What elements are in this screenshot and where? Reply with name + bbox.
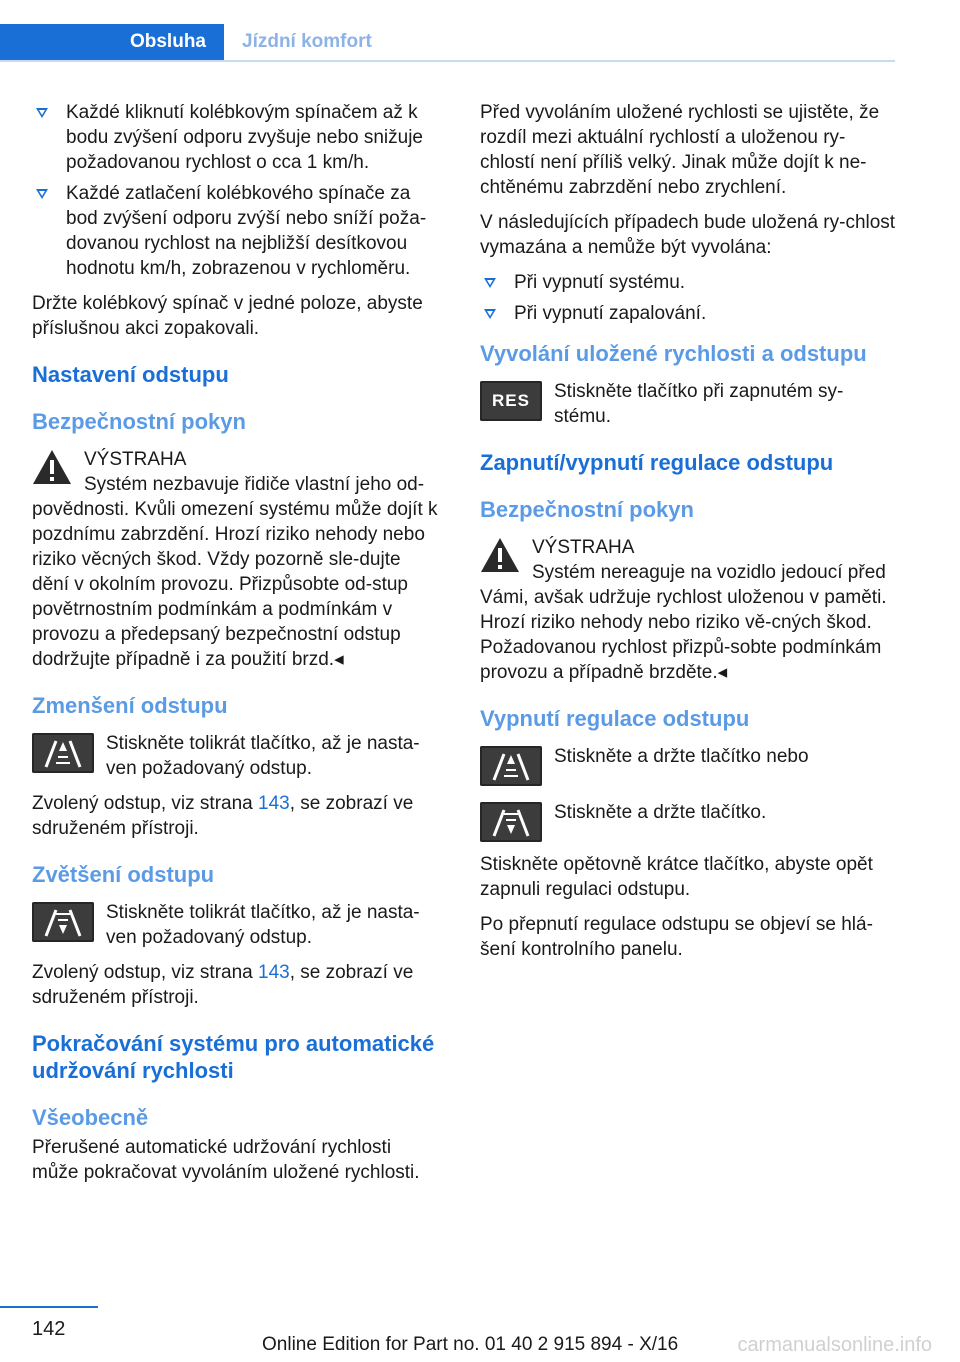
warning-block-2 (480, 535, 898, 685)
list-item: Při vypnutí systému. (480, 270, 898, 295)
triangle-bullet-icon (36, 108, 48, 118)
header-rule (0, 60, 895, 62)
reenable-paragraph: Stiskněte opětovně krátce tlačítko, abyste opět zapnuli regulaci odstupu. (480, 854, 873, 900)
heading-nastaveni-odstupu: Nastavení odstupu (32, 362, 229, 387)
edition-line: Online Edition for Part no. 01 40 2 915 894 - X/16 (262, 1334, 679, 1355)
list-item: Každé kliknutí kolébkovým spínačem až k bodu zvýšení odporu zvyšuje nebo snižuje požadovanou rychlost o cca 1 km/h. (32, 100, 442, 175)
selected-distance-paragraph-1: Zvolený odstup, viz strana 143, se zobrazí ve sdruženém přístroji. (32, 793, 414, 839)
heading-bezpecnostni-pokyn-2: Bezpečnostní pokyn (480, 497, 694, 522)
distance-decrease-button-icon (32, 733, 94, 773)
list-item: Každé zatlačení kolébkového spínače za bod zvýšení odporu zvýší nebo sníží poža‐dovanou rychlost na nejbližší desítkovou hodnotu km/h, zobrazenou v rychloměru. (32, 181, 442, 281)
header-tabs (0, 24, 895, 62)
res-label: RES (492, 391, 530, 410)
distance-increase-button-icon (32, 902, 94, 942)
heading-zapnuti-vypnuti: Zapnutí/vypnutí regulace odstupu (480, 450, 834, 475)
off-text-b: Stiskněte a držte tlačítko. (554, 802, 767, 823)
tab-jizdni-komfort[interactable]: Jízdní komfort (242, 31, 372, 52)
heading-bezpecnostni-pokyn: Bezpečnostní pokyn (32, 409, 246, 434)
res-button-icon (480, 381, 542, 421)
warning-title: VÝSTRAHA (532, 537, 635, 558)
triangle-bullet-icon (484, 278, 496, 288)
bullet-list-right (480, 270, 898, 326)
footer-rule (0, 1306, 98, 1308)
triangle-bullet-icon (36, 189, 48, 199)
bullet-list-left (32, 100, 442, 281)
off-text-a: Stiskněte a držte tlačítko nebo (554, 746, 809, 767)
heading-zmenseni-odstupu: Zmenšení odstupu (32, 693, 228, 718)
warning-title: VÝSTRAHA (84, 449, 187, 470)
cases-intro-paragraph: V následujících případech bude uložená ry‐chlost vymazána a nemůže být vyvolána: (480, 212, 896, 258)
hold-paragraph: Držte kolébkový spínač v jedné poloze, abyste příslušnou akci zopakovali. (32, 293, 423, 339)
right-column (480, 100, 898, 972)
heading-vypnuti: Vypnutí regulace odstupu (480, 706, 750, 731)
distance-increase-button-icon (480, 802, 542, 842)
switch-paragraph: Po přepnutí regulace odstupu se objeví se hlá‐šení kontrolního panelu. (480, 914, 873, 960)
page-number: 142 (32, 1318, 66, 1340)
heading-vyvolani: Vyvolání uložené rychlosti a odstupu (480, 341, 867, 366)
intro-paragraph: Před vyvoláním uložené rychlosti se ujistěte, že rozdíl mezi aktuální rychlostí a uloženou ry‐chlostí není příliš velký. Jinak může dojít k ne‐chtěnému zabrzdění nebo zrychlení. (480, 102, 880, 198)
warning-triangle-icon (480, 537, 520, 580)
heading-pokracovani: Pokračování systému pro automatické udržování rychlosti (32, 1031, 435, 1083)
heading-zvetseni-odstupu: Zvětšení odstupu (32, 862, 215, 887)
selected-distance-paragraph-2: Zvolený odstup, viz strana 143, se zobrazí ve sdruženém přístroji. (32, 962, 414, 1008)
decrease-distance-text: Stiskněte tolikrát tlačítko, až je nasta‐ven požadovaný odstup. (106, 733, 420, 779)
vseobecne-paragraph: Přerušené automatické udržování rychlosti může pokračovat vyvoláním uložené rychlosti. (32, 1137, 420, 1183)
tab-obsluha[interactable]: Obsluha (0, 24, 224, 60)
heading-vseobecne: Všeobecně (32, 1105, 149, 1130)
warning-block (32, 447, 442, 672)
page-link-143[interactable]: 143 (258, 962, 290, 983)
increase-distance-text: Stiskněte tolikrát tlačítko, až je nasta‐ven požadovaný odstup. (106, 902, 420, 948)
distance-decrease-button-icon (480, 746, 542, 786)
decrease-distance-row (32, 731, 442, 781)
increase-distance-row (32, 900, 442, 950)
page-link-143[interactable]: 143 (258, 793, 290, 814)
left-column (32, 100, 442, 1195)
warning-triangle-icon (32, 449, 72, 492)
off-row-b (480, 800, 898, 842)
watermark: carmanualsonline.info (737, 1334, 932, 1356)
warning-text: Systém nereaguje na vozidlo jedoucí před Vámi, avšak udržuje rychlost uloženou v paměti. Hrozí riziko nehody nebo riziko vě‐cných škod. Požadovanou rychlost přizpů‐sobte podmínkám provozu a případně brzděte.◂ (480, 562, 887, 683)
warning-text: Systém nezbavuje řidiče vlastní jeho od‐povědnosti. Kvůli omezení systému může dojít k pozdnímu zabrzdění. Hrozí riziko nehody nebo riziko věcných škod. Vždy pozorně sle‐dujte dění v okolním provozu. Přizpůsobte od‐stup povětrnostním podmínkám a podmínkám v provozu a předepsaný bezpečnostní odstup dodržujte případně i za použití brzd.◂ (32, 474, 438, 670)
list-item: Při vypnutí zapalování. (480, 301, 898, 326)
res-text: Stiskněte tlačítko při zapnutém sy‐stému. (554, 381, 844, 427)
triangle-bullet-icon (484, 309, 496, 319)
res-row (480, 379, 898, 429)
off-row-a (480, 744, 898, 786)
